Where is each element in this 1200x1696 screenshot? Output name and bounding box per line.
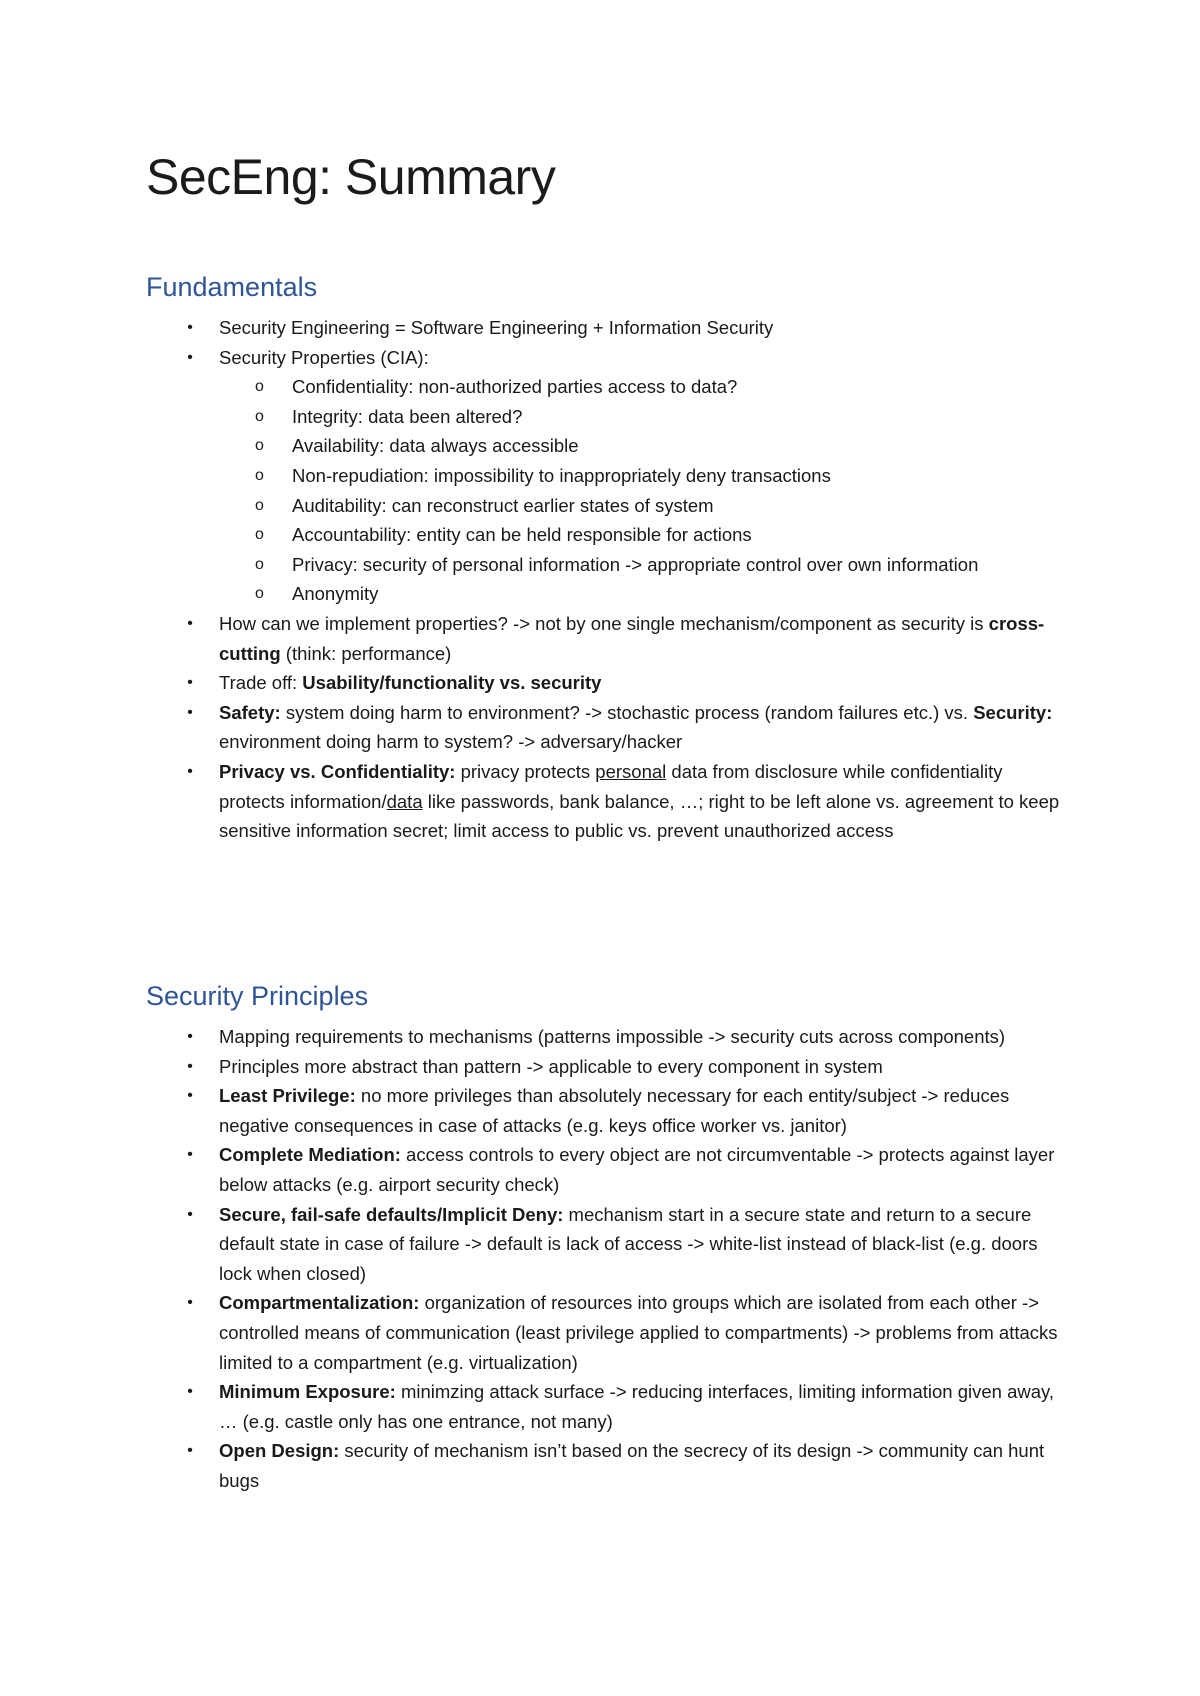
section-heading-security-principles: Security Principles	[146, 981, 369, 1011]
sub-list-item	[219, 431, 1066, 461]
item-text: no more privileges than absolutely necessary for each entity/subject -> reduces negative consequences in case of attacks (e.g. keys office worker vs. janitor)	[219, 1085, 1010, 1136]
sub-bullet-icon: o	[255, 437, 264, 455]
sub-list-item	[219, 402, 1066, 432]
list-item	[146, 1052, 1066, 1082]
sub-bullet-icon: o	[255, 555, 264, 573]
bullet-icon: •	[187, 1383, 193, 1401]
item-text: access controls to every object are not circumventable -> protects against layer below attacks (e.g. airport security check)	[219, 1144, 1055, 1195]
sub-bullet-icon: o	[255, 585, 264, 603]
item-text: organization of resources into groups which are isolated from each other -> controlled means of communication (least privilege applied to compartments) -> problems from attacks limited to a compartment (e.g. virtualization)	[219, 1292, 1058, 1373]
item-text: environment doing harm to system? -> adversary/hacker	[219, 731, 683, 753]
sub-item-text: Confidentiality: non-authorized parties access to data?	[292, 376, 738, 398]
sub-item-text: Accountability: entity can be held responsible for actions	[292, 524, 752, 546]
bullet-icon: •	[187, 1087, 193, 1105]
list-item	[146, 698, 1066, 757]
sub-item-text: Anonymity	[292, 583, 379, 605]
sub-item-text: Non-repudiation: impossibility to inappropriately deny transactions	[292, 464, 831, 486]
item-label: Secure, fail-safe defaults/Implicit Deny:	[219, 1203, 564, 1225]
sub-item-text: Privacy: security of personal information -> appropriate control over own information	[292, 553, 979, 575]
list-item	[146, 1140, 1066, 1199]
item-text: mechanism start in a secure state and return to a secure default state in case of failure -> default is lack of access -> white-list instead of black-list (e.g. doors lock when closed)	[219, 1203, 1038, 1284]
list-item	[146, 1200, 1066, 1289]
bullet-icon: •	[187, 348, 193, 366]
bullet-icon: •	[187, 319, 193, 336]
bullet-icon: •	[187, 1442, 193, 1460]
item-underlined: personal	[595, 760, 667, 782]
item-text: minimzing attack surface -> reducing interfaces, limiting information given away, … (e.g. castle only has one entrance, not many)	[219, 1381, 1055, 1432]
item-text: like passwords, bank balance, …; right to be left alone vs. agreement to keep sensitive information secret; limit access to public vs. prevent unauthorized access	[219, 790, 1060, 842]
list-item	[146, 609, 1066, 668]
item-label: Compartmentalization:	[219, 1292, 420, 1314]
item-text: Mapping requirements to mechanisms (patterns impossible -> security cuts across components)	[219, 1026, 1006, 1047]
item-text: Principles more abstract than pattern -> applicable to every component in system	[219, 1055, 883, 1077]
sub-list-item	[219, 461, 1066, 491]
bullet-icon: •	[187, 1294, 193, 1312]
fundamentals-list	[146, 313, 1066, 846]
sub-bullet-icon: o	[255, 466, 264, 484]
item-label: Safety:	[219, 701, 281, 723]
section-heading-fundamentals: Fundamentals	[146, 272, 318, 302]
item-label: Complete Mediation:	[219, 1144, 401, 1166]
sub-item-text: Availability: data always accessible	[292, 435, 579, 457]
item-label: Least Privilege:	[219, 1085, 356, 1107]
sub-list-item	[219, 579, 1066, 609]
sub-list-item	[219, 550, 1066, 580]
item-text: Trade off:	[219, 672, 303, 694]
bullet-icon: •	[187, 703, 193, 721]
sub-item-text: Auditability: can reconstruct earlier states of system	[292, 494, 714, 516]
list-item	[146, 668, 1066, 698]
item-text: system doing harm to environment? -> stochastic process (random failures etc.) vs.	[280, 701, 974, 723]
sub-list-item	[219, 520, 1066, 550]
sub-bullet-icon: o	[255, 407, 264, 425]
item-text: How can we implement properties? -> not by one single mechanism/component as security is	[219, 612, 989, 634]
bullet-icon: •	[187, 674, 193, 692]
item-emphasis: cross-cutting	[219, 612, 1045, 664]
bullet-icon: •	[187, 1146, 193, 1164]
sub-item-text: Integrity: data been altered?	[292, 405, 523, 427]
item-text: data from disclosure while confidentiality protects information/	[219, 760, 1003, 812]
item-label: Minimum Exposure:	[219, 1381, 396, 1403]
item-label: Open Design:	[219, 1440, 340, 1462]
item-text: security of mechanism isn’t based on the secrecy of its design -> community can hunt bugs	[219, 1440, 1045, 1491]
list-item	[146, 1022, 1066, 1052]
list-item	[146, 757, 1066, 846]
security-principles-list	[146, 1022, 1066, 1496]
bullet-icon: •	[187, 762, 193, 780]
item-label: Privacy vs. Confidentiality:	[219, 760, 456, 782]
item-emphasis: Usability/functionality vs. security	[302, 672, 602, 694]
sub-list-item	[219, 491, 1066, 521]
bullet-icon: •	[187, 1057, 193, 1075]
security-properties-sublist	[219, 372, 1066, 609]
sub-bullet-icon: o	[255, 378, 264, 396]
item-text: privacy protects	[455, 760, 596, 782]
item-text: Security Engineering = Software Engineering + Information Security	[219, 317, 774, 338]
list-item	[146, 1081, 1066, 1140]
list-item	[146, 313, 1066, 343]
sub-bullet-icon: o	[255, 526, 264, 544]
item-underlined: data	[386, 790, 423, 812]
sub-list-item	[219, 372, 1066, 402]
list-item	[146, 1288, 1066, 1377]
sub-bullet-icon: o	[255, 496, 264, 514]
list-item	[146, 1436, 1066, 1495]
item-text: Security Properties (CIA):	[219, 346, 429, 368]
bullet-icon: •	[187, 1205, 193, 1223]
bullet-icon: •	[187, 614, 193, 632]
list-item	[146, 343, 1066, 609]
page-title: SecEng: Summary	[146, 149, 556, 205]
list-item	[146, 1377, 1066, 1436]
item-text: (think: performance)	[280, 642, 452, 664]
bullet-icon: •	[187, 1028, 193, 1045]
item-label: Security:	[973, 701, 1053, 723]
